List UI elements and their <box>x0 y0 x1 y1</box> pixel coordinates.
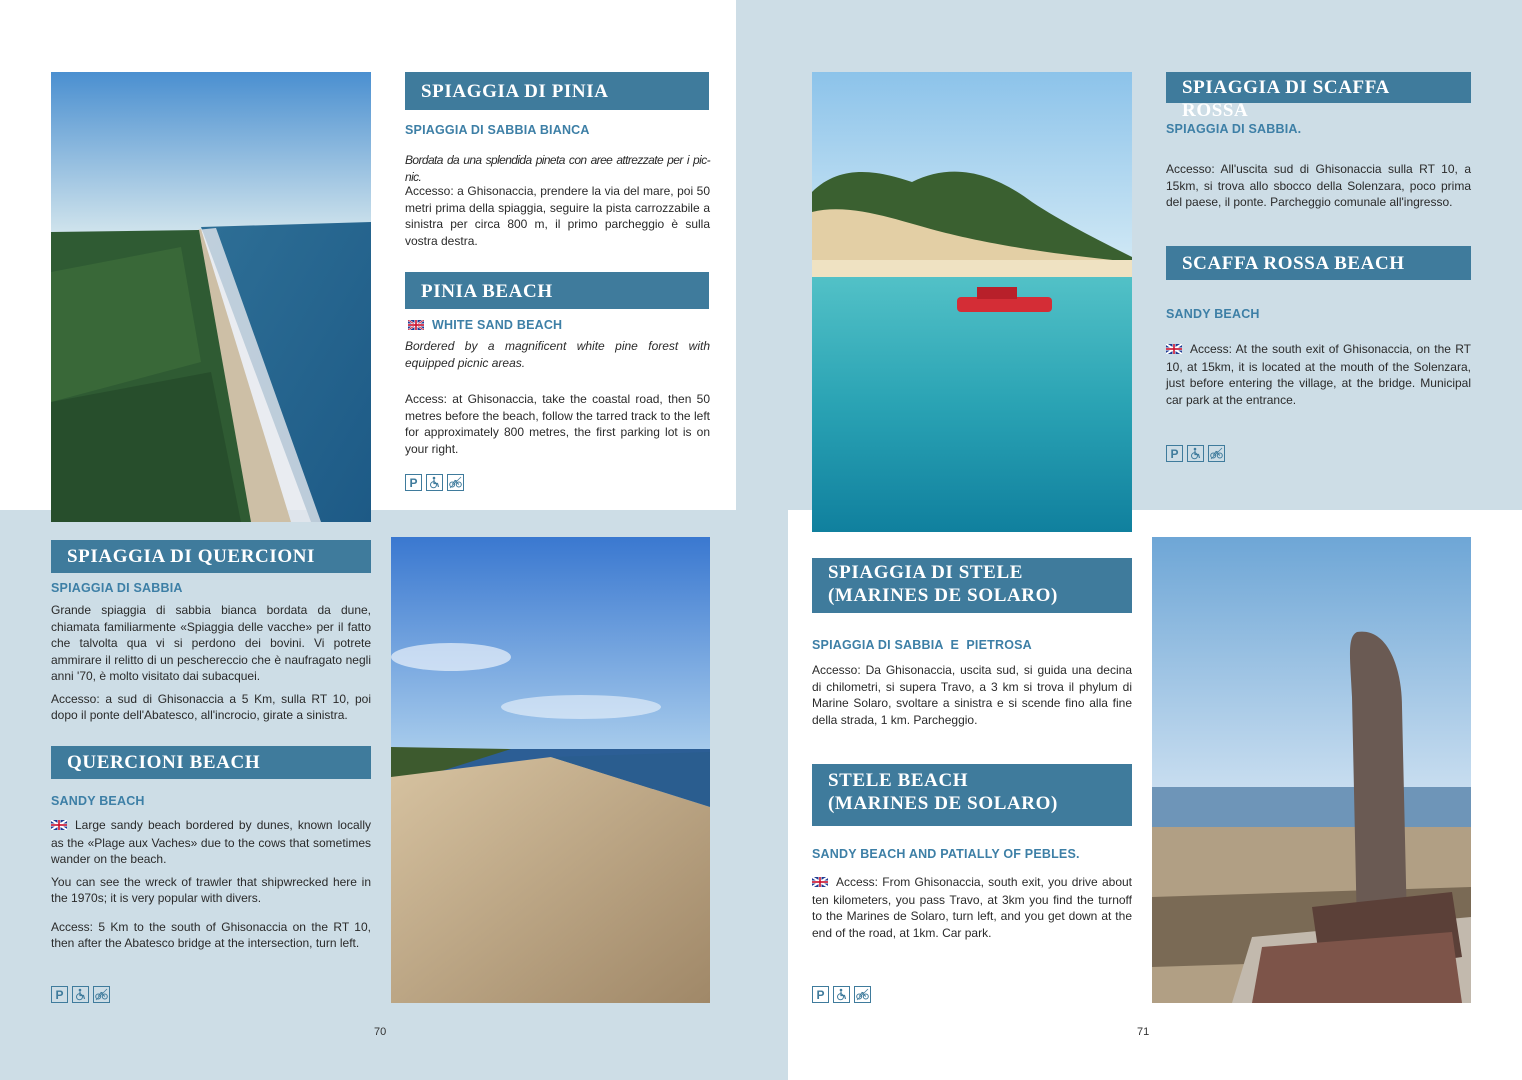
scaffa-title-it: SPIAGGIA DI SCAFFA ROSSA <box>1166 72 1471 103</box>
parking-icon: P <box>405 474 422 491</box>
quercioni-wreck-en: You can see the wreck of trawler that shipwrecked here in the 1970s; it is very popular with divers. <box>51 874 371 905</box>
uk-flag-icon <box>408 319 424 333</box>
stele-title-it-line2: (MARINES DE SOLARO) <box>828 585 1058 606</box>
stele-title-en-line1: STELE BEACH <box>828 770 969 791</box>
quercioni-title-en: QUERCIONI BEACH <box>51 746 371 779</box>
stele-title-en <box>812 764 1132 826</box>
bicycle-icon <box>447 474 464 491</box>
stele-access-it: Accesso: Da Ghisonaccia, uscita sud, si guida una decina di chilometri, si supera Travo, a 3 km si trova il phylum di Marine Solaro, svoltare a sinistra e si scende fino alla fine della strada, 1 km. Parcheggio. <box>812 663 1132 727</box>
stele-title-it-line1: SPIAGGIA DI STELE <box>828 562 1023 583</box>
wheelchair-icon <box>1187 445 1204 462</box>
stele-facility-icons <box>812 986 871 1003</box>
pinia-beach-photo <box>51 72 371 522</box>
pinia-subtitle-en: WHITE SAND BEACH <box>408 318 562 333</box>
pinia-intro-it: Bordata da una splendida pineta con aree attrezzate per i pic-nic. <box>405 153 710 184</box>
pinia-access-it: Accesso: a Ghisonaccia, prendere la via del mare, poi 50 metri prima della spiaggia, seguire la pista carrozzabile a sinistra per circa 800 m, il primo parcheggio è sulla vostra destra. <box>405 184 710 248</box>
pinia-subtitle-it: SPIAGGIA DI SABBIA BIANCA <box>405 123 590 137</box>
scaffa-subtitle-it: SPIAGGIA DI SABBIA. <box>1166 122 1302 136</box>
stele-monument-photo <box>1152 537 1471 1003</box>
scaffa-access-it: Accesso: All'uscita sud di Ghisonaccia sulla RT 10, a 15km, si trova allo sbocco della Solenzara, poco prima del paese, il ponte. Parcheggio comunale all'ingresso. <box>1166 162 1471 209</box>
scaffa-rossa-photo <box>812 72 1132 532</box>
quercioni-desc-it-para: Grande spiaggia di sabbia bianca bordata da dune, chiamata familiarmente «Spiaggia delle vacche» per il fatto che talvolta qua vi si perdono dei bovini. Vi potrete ammirare il relitto di un peschereccio che è naufragato negli anni '70, è molto visitato dai subacquei. <box>51 603 371 683</box>
bicycle-icon <box>1208 445 1225 462</box>
stele-subtitle-it: SPIAGGIA DI SABBIA E PIETROSA <box>812 638 1032 652</box>
quercioni-facility-icons <box>51 986 110 1003</box>
scaffa-access-en: Access: At the south exit of Ghisonaccia, on the RT 10, at 15km, it is located at the mouth of the Solenzara, just before entering the village, at the bridge. Municipal car park at the entrance. <box>1166 342 1471 407</box>
parking-icon: P <box>812 986 829 1003</box>
quercioni-subtitle-it: SPIAGGIA DI SABBIA <box>51 581 183 595</box>
quercioni-desc-en-para: Large sandy beach bordered by dunes, known locally as the «Plage aux Vaches» due to the cows that sometimes wander on the beach. <box>51 818 371 866</box>
stele-title-it <box>812 558 1132 613</box>
wheelchair-icon <box>426 474 443 491</box>
pinia-intro-en: Bordered by a magnificent white pine forest with equipped picnic areas. <box>405 339 710 370</box>
pinia-facility-icons <box>405 474 464 491</box>
page-number-right: 71 <box>1137 1026 1150 1038</box>
quercioni-access-en: Access: 5 Km to the south of Ghisonaccia on the RT 10, then after the Abatesco bridge at the intersection, turn left. <box>51 919 371 950</box>
quercioni-desc-en <box>51 817 371 958</box>
scaffa-subtitle-en: SANDY BEACH <box>1166 307 1260 321</box>
quercioni-access-it: Accesso: a sud di Ghisonaccia a 5 Km, sulla RT 10, poi dopo il ponte dell'Abatesco, all'incrocio, girate a sinistra. <box>51 691 371 722</box>
wheelchair-icon <box>72 986 89 1003</box>
wheelchair-icon <box>833 986 850 1003</box>
stele-access-en: Access: From Ghisonaccia, south exit, you drive about ten kilometers, you pass Travo, at 3km you find the turnoff to the Marines de Solaro, turn left, and you get down at the end of the road, at 1km. Car park. <box>812 875 1132 940</box>
pinia-access-en: Access: at Ghisonaccia, take the coastal road, then 50 metres before the beach, follow the tarred track to the left for approximately 800 metres, the first parking lot is on your right. <box>405 392 710 456</box>
quercioni-desc-it <box>51 602 371 730</box>
quercioni-title-it: SPIAGGIA DI QUERCIONI <box>51 540 371 573</box>
uk-flag-icon <box>51 818 67 835</box>
bicycle-icon <box>93 986 110 1003</box>
bicycle-icon <box>854 986 871 1003</box>
scaffa-title-en: SCAFFA ROSSA BEACH <box>1166 246 1471 280</box>
page-number-left: 70 <box>374 1026 387 1038</box>
pinia-title-en: PINIA BEACH <box>405 272 709 309</box>
quercioni-subtitle-en: SANDY BEACH <box>51 794 145 808</box>
uk-flag-icon <box>1166 342 1182 359</box>
parking-icon: P <box>1166 445 1183 462</box>
scaffa-facility-icons <box>1166 445 1225 462</box>
quercioni-beach-photo <box>391 537 710 1003</box>
uk-flag-icon <box>812 875 828 892</box>
stele-title-en-line2: (MARINES DE SOLARO) <box>828 793 1058 814</box>
pinia-title-it: SPIAGGIA DI PINIA <box>405 72 709 110</box>
parking-icon: P <box>51 986 68 1003</box>
stele-subtitle-en: SANDY BEACH AND PATIALLY OF PEBLES. <box>812 847 1080 861</box>
